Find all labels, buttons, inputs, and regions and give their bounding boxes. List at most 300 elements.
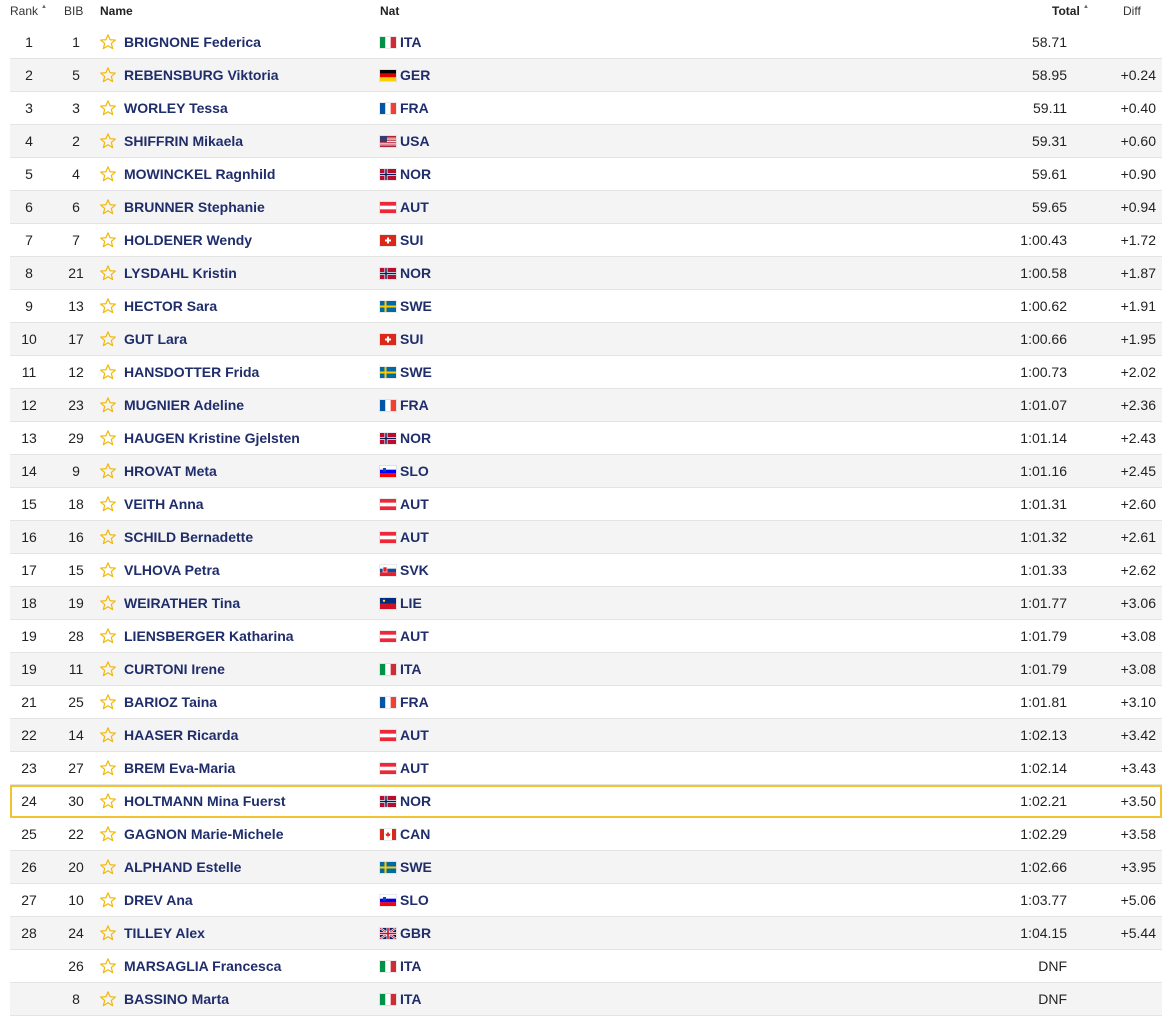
favorite-star-icon[interactable] xyxy=(98,356,118,388)
athlete-name-link[interactable]: CURTONI Irene xyxy=(124,661,225,677)
results-table xyxy=(10,0,1162,1016)
total-time-cell: 1:04.15 xyxy=(1020,925,1067,941)
nation-cell xyxy=(380,356,432,388)
col-nat-header[interactable]: Nat xyxy=(380,4,400,18)
nation-cell xyxy=(380,290,432,322)
favorite-star-icon[interactable] xyxy=(98,785,118,817)
flag-icon xyxy=(380,598,396,609)
diff-cell: +1.87 xyxy=(1120,265,1156,281)
athlete-name-link[interactable]: BREM Eva-Maria xyxy=(124,760,236,776)
total-time-cell: 59.65 xyxy=(1031,199,1067,215)
table-row[interactable] xyxy=(10,92,1162,125)
flag-icon xyxy=(380,103,396,114)
bib-cell: 15 xyxy=(68,562,84,578)
bib-cell: 26 xyxy=(68,958,84,974)
rank-cell: 27 xyxy=(21,892,37,908)
favorite-star-icon[interactable] xyxy=(98,455,118,487)
table-row[interactable] xyxy=(10,224,1162,257)
rank-cell: 21 xyxy=(21,694,37,710)
bib-cell: 4 xyxy=(72,166,80,182)
table-row[interactable] xyxy=(10,356,1162,389)
favorite-star-icon[interactable] xyxy=(98,92,118,124)
table-row[interactable] xyxy=(10,851,1162,884)
table-row[interactable] xyxy=(10,26,1162,59)
flag-icon xyxy=(380,631,396,642)
total-time-cell: DNF xyxy=(1038,958,1067,974)
nation-code: SWE xyxy=(400,364,432,380)
table-row[interactable] xyxy=(10,818,1162,851)
table-row[interactable] xyxy=(10,389,1162,422)
diff-cell: +2.62 xyxy=(1120,562,1156,578)
athlete-name-link[interactable]: BARIOZ Taina xyxy=(124,694,218,710)
athlete-name-link[interactable]: DREV Ana xyxy=(124,892,193,908)
bib-cell: 18 xyxy=(68,496,84,512)
athlete-name-link[interactable]: GUT Lara xyxy=(124,331,188,347)
rank-cell: 1 xyxy=(25,34,33,50)
flag-icon xyxy=(380,763,396,774)
bib-cell: 17 xyxy=(68,331,84,347)
nation-code: AUT xyxy=(400,199,429,215)
nation-code: SUI xyxy=(400,331,424,347)
diff-cell: +2.43 xyxy=(1120,430,1156,446)
athlete-name-link[interactable]: BASSINO Marta xyxy=(124,991,230,1007)
nation-code: ITA xyxy=(400,661,422,677)
col-diff-header[interactable]: Diff xyxy=(1123,4,1141,18)
total-time-cell: 1:01.79 xyxy=(1020,628,1067,644)
nation-cell xyxy=(380,950,422,982)
athlete-name-link[interactable]: HROVAT Meta xyxy=(124,463,217,479)
nation-cell xyxy=(380,257,431,289)
rank-cell: 9 xyxy=(25,298,33,314)
favorite-star-icon[interactable] xyxy=(98,422,118,454)
flag-icon xyxy=(380,895,396,906)
col-total-header[interactable]: Total xyxy=(1052,4,1080,18)
bib-cell: 6 xyxy=(72,199,80,215)
flag-icon xyxy=(380,532,396,543)
bib-cell: 5 xyxy=(72,67,80,83)
total-time-cell: 1:00.43 xyxy=(1020,232,1067,248)
diff-cell: +3.08 xyxy=(1120,628,1156,644)
bib-cell: 10 xyxy=(68,892,84,908)
flag-icon xyxy=(380,433,396,444)
total-time-cell: 59.31 xyxy=(1031,133,1067,149)
table-row[interactable] xyxy=(10,917,1162,950)
nation-code: AUT xyxy=(400,727,429,743)
bib-cell: 16 xyxy=(68,529,84,545)
bib-cell: 3 xyxy=(72,100,80,116)
col-rank-header[interactable]: Rank xyxy=(10,4,39,18)
table-row[interactable] xyxy=(10,521,1162,554)
total-time-cell: 1:01.07 xyxy=(1020,397,1067,413)
nation-code: AUT xyxy=(400,496,429,512)
favorite-star-icon[interactable] xyxy=(98,719,118,751)
table-row[interactable] xyxy=(10,257,1162,290)
flag-icon xyxy=(380,862,396,873)
total-time-cell: 1:01.14 xyxy=(1020,430,1067,446)
athlete-name-link[interactable]: BRUNNER Stephanie xyxy=(124,199,265,215)
athlete-name-link[interactable]: VLHOVA Petra xyxy=(124,562,220,578)
diff-cell: +5.06 xyxy=(1120,892,1156,908)
rank-cell xyxy=(10,950,48,982)
table-row[interactable] xyxy=(10,785,1162,818)
table-row[interactable] xyxy=(10,191,1162,224)
nation-code: USA xyxy=(400,133,430,149)
sort-total-icon: ▲ xyxy=(1083,4,1089,10)
table-row[interactable] xyxy=(10,125,1162,158)
bib-cell: 21 xyxy=(68,265,84,281)
favorite-star-icon[interactable] xyxy=(98,389,118,421)
nation-code: ITA xyxy=(400,991,422,1007)
rank-cell: 5 xyxy=(25,166,33,182)
flag-icon xyxy=(380,136,396,147)
nation-cell xyxy=(380,884,429,916)
athlete-name-link[interactable]: MARSAGLIA Francesca xyxy=(124,958,282,974)
bib-cell: 13 xyxy=(68,298,84,314)
athlete-name-link[interactable]: ALPHAND Estelle xyxy=(124,859,242,875)
nation-cell xyxy=(380,752,429,784)
table-row[interactable] xyxy=(10,884,1162,917)
nation-cell xyxy=(380,389,429,421)
diff-cell: +0.60 xyxy=(1120,133,1156,149)
nation-code: ITA xyxy=(400,958,422,974)
athlete-name-link[interactable]: WORLEY Tessa xyxy=(124,100,228,116)
nation-cell xyxy=(380,686,429,718)
table-row[interactable] xyxy=(10,620,1162,653)
nation-code: GER xyxy=(400,67,431,83)
rank-cell: 12 xyxy=(21,397,37,413)
favorite-star-icon[interactable] xyxy=(98,686,118,718)
athlete-name-link[interactable]: HAASER Ricarda xyxy=(124,727,239,743)
nation-cell xyxy=(380,521,429,553)
nation-cell xyxy=(380,323,423,355)
nation-cell xyxy=(380,587,422,619)
favorite-star-icon[interactable] xyxy=(98,191,118,223)
nation-code: SWE xyxy=(400,298,432,314)
total-time-cell: 1:02.13 xyxy=(1020,727,1067,743)
diff-cell: +0.40 xyxy=(1120,100,1156,116)
athlete-name-link[interactable]: HECTOR Sara xyxy=(124,298,218,314)
nation-cell xyxy=(380,983,422,1015)
diff-cell: +3.43 xyxy=(1120,760,1156,776)
table-row[interactable] xyxy=(10,488,1162,521)
table-row[interactable] xyxy=(10,653,1162,686)
favorite-star-icon[interactable] xyxy=(98,620,118,652)
bib-cell: 23 xyxy=(68,397,84,413)
flag-icon xyxy=(380,994,396,1005)
favorite-star-icon[interactable] xyxy=(98,257,118,289)
nation-code: FRA xyxy=(400,100,429,116)
rank-cell: 4 xyxy=(25,133,33,149)
flag-icon xyxy=(380,961,396,972)
rank-cell: 19 xyxy=(21,661,37,677)
athlete-name-link[interactable]: LYSDAHL Kristin xyxy=(124,265,237,281)
nation-cell xyxy=(380,26,422,58)
flag-icon xyxy=(380,928,396,939)
table-row[interactable] xyxy=(10,554,1162,587)
total-time-cell: DNF xyxy=(1038,991,1067,1007)
bib-cell: 2 xyxy=(72,133,80,149)
table-row[interactable] xyxy=(10,752,1162,785)
bib-cell: 7 xyxy=(72,232,80,248)
nation-code: SVK xyxy=(400,562,429,578)
diff-cell: +2.61 xyxy=(1120,529,1156,545)
bib-cell: 14 xyxy=(68,727,84,743)
athlete-name-link[interactable]: HOLTMANN Mina Fuerst xyxy=(124,793,286,809)
rank-cell: 15 xyxy=(21,496,37,512)
diff-cell: +3.08 xyxy=(1120,661,1156,677)
favorite-star-icon[interactable] xyxy=(98,521,118,553)
total-time-cell: 1:01.16 xyxy=(1020,463,1067,479)
flag-icon xyxy=(380,235,396,246)
table-row[interactable] xyxy=(10,422,1162,455)
table-row[interactable] xyxy=(10,950,1162,983)
nation-code: AUT xyxy=(400,628,429,644)
nation-cell xyxy=(380,488,429,520)
diff-cell: +1.91 xyxy=(1120,298,1156,314)
athlete-name-link[interactable]: TILLEY Alex xyxy=(124,925,205,941)
rank-cell: 16 xyxy=(21,529,37,545)
total-time-cell: 1:01.77 xyxy=(1020,595,1067,611)
rank-cell xyxy=(10,983,48,1015)
total-time-cell: 1:00.62 xyxy=(1020,298,1067,314)
total-time-cell: 1:00.73 xyxy=(1020,364,1067,380)
bib-cell: 22 xyxy=(68,826,84,842)
bib-cell: 8 xyxy=(72,991,80,1007)
nation-code: SLO xyxy=(400,892,429,908)
nation-code: NOR xyxy=(400,265,432,281)
rank-cell: 7 xyxy=(25,232,33,248)
total-time-cell: 1:02.66 xyxy=(1020,859,1067,875)
rank-cell: 19 xyxy=(21,628,37,644)
bib-cell: 30 xyxy=(68,793,84,809)
bib-cell: 24 xyxy=(68,925,84,941)
rank-cell: 28 xyxy=(21,925,37,941)
athlete-name-link[interactable]: WEIRATHER Tina xyxy=(124,595,241,611)
nation-code: SUI xyxy=(400,232,424,248)
nation-cell xyxy=(380,785,431,817)
nation-cell xyxy=(380,554,429,586)
flag-icon xyxy=(380,400,396,411)
diff-cell: +2.36 xyxy=(1120,397,1156,413)
flag-icon xyxy=(380,796,396,807)
flag-icon xyxy=(380,268,396,279)
nation-cell xyxy=(380,224,423,256)
diff-cell: +0.94 xyxy=(1120,199,1156,215)
nation-cell xyxy=(380,92,429,124)
nation-code: NOR xyxy=(400,166,432,182)
diff-cell: +1.95 xyxy=(1120,331,1156,347)
nation-code: SWE xyxy=(400,859,432,875)
table-row[interactable] xyxy=(10,686,1162,719)
rank-cell: 6 xyxy=(25,199,33,215)
favorite-star-icon[interactable] xyxy=(98,950,118,982)
athlete-name-link[interactable]: SCHILD Bernadette xyxy=(124,529,254,545)
favorite-star-icon[interactable] xyxy=(98,158,118,190)
athlete-name-link[interactable]: SHIFFRIN Mikaela xyxy=(124,133,244,149)
athlete-name-link[interactable]: MUGNIER Adeline xyxy=(124,397,245,413)
nation-cell xyxy=(380,719,429,751)
flag-icon xyxy=(380,334,396,345)
bib-cell: 1 xyxy=(72,34,80,50)
favorite-star-icon[interactable] xyxy=(98,917,118,949)
nation-code: ITA xyxy=(400,34,422,50)
athlete-name-link[interactable]: VEITH Anna xyxy=(124,496,204,512)
flag-icon xyxy=(380,202,396,213)
table-row[interactable] xyxy=(10,290,1162,323)
favorite-star-icon[interactable] xyxy=(98,818,118,850)
nation-code: CAN xyxy=(400,826,431,842)
table-row[interactable] xyxy=(10,158,1162,191)
nation-cell xyxy=(380,620,429,652)
rank-cell: 8 xyxy=(25,265,33,281)
rank-cell: 26 xyxy=(21,859,37,875)
flag-icon xyxy=(380,70,396,81)
athlete-name-link[interactable]: REBENSBURG Viktoria xyxy=(124,67,279,83)
total-time-cell: 58.71 xyxy=(1031,34,1067,50)
flag-icon xyxy=(380,730,396,741)
flag-icon xyxy=(380,664,396,675)
total-time-cell: 1:01.79 xyxy=(1020,661,1067,677)
favorite-star-icon[interactable] xyxy=(98,752,118,784)
total-time-cell: 58.95 xyxy=(1031,67,1067,83)
nation-code: FRA xyxy=(400,397,429,413)
bib-cell: 20 xyxy=(68,859,84,875)
total-time-cell: 59.11 xyxy=(1033,100,1067,116)
rank-cell: 24 xyxy=(21,793,37,809)
diff-cell: +3.42 xyxy=(1120,727,1156,743)
favorite-star-icon[interactable] xyxy=(98,125,118,157)
table-row[interactable] xyxy=(10,455,1162,488)
diff-cell: +1.72 xyxy=(1120,232,1156,248)
diff-cell: +3.50 xyxy=(1120,793,1156,809)
rank-cell: 23 xyxy=(21,760,37,776)
rank-cell: 2 xyxy=(25,67,33,83)
diff-cell: +2.02 xyxy=(1120,364,1156,380)
bib-cell: 12 xyxy=(68,364,84,380)
favorite-star-icon[interactable] xyxy=(98,224,118,256)
diff-cell: +3.58 xyxy=(1120,826,1156,842)
athlete-name-link[interactable]: GAGNON Marie-Michele xyxy=(124,826,284,842)
total-time-cell: 1:00.66 xyxy=(1020,331,1067,347)
bib-cell: 19 xyxy=(68,595,84,611)
diff-cell: +2.45 xyxy=(1120,463,1156,479)
diff-cell: +3.95 xyxy=(1120,859,1156,875)
bib-cell: 28 xyxy=(68,628,84,644)
total-time-cell: 1:02.29 xyxy=(1020,826,1067,842)
favorite-star-icon[interactable] xyxy=(98,290,118,322)
rank-cell: 3 xyxy=(25,100,33,116)
athlete-name-link[interactable]: HANSDOTTER Frida xyxy=(124,364,260,380)
favorite-star-icon[interactable] xyxy=(98,884,118,916)
diff-cell: +3.06 xyxy=(1120,595,1156,611)
col-bib-header[interactable]: BIB xyxy=(64,4,84,18)
bib-cell: 25 xyxy=(68,694,84,710)
table-body xyxy=(10,26,1162,1016)
nation-cell xyxy=(380,917,431,949)
table-row[interactable] xyxy=(10,719,1162,752)
bib-cell: 27 xyxy=(68,760,84,776)
nation-cell xyxy=(380,158,431,190)
favorite-star-icon[interactable] xyxy=(98,323,118,355)
table-row[interactable] xyxy=(10,59,1162,92)
nation-code: FRA xyxy=(400,694,429,710)
athlete-name-link[interactable]: HAUGEN Kristine Gjelsten xyxy=(124,430,300,446)
bib-cell: 9 xyxy=(72,463,80,479)
flag-icon xyxy=(380,367,396,378)
flag-icon xyxy=(380,169,396,180)
favorite-star-icon[interactable] xyxy=(98,554,118,586)
favorite-star-icon[interactable] xyxy=(98,26,118,58)
diff-cell xyxy=(1076,26,1162,58)
total-time-cell: 1:03.77 xyxy=(1020,892,1067,908)
nation-cell xyxy=(380,422,431,454)
diff-cell xyxy=(1076,983,1162,1015)
nation-cell xyxy=(380,455,429,487)
favorite-star-icon[interactable] xyxy=(98,983,118,1015)
favorite-star-icon[interactable] xyxy=(98,653,118,685)
nation-code: AUT xyxy=(400,529,429,545)
favorite-star-icon[interactable] xyxy=(98,851,118,883)
nation-code: LIE xyxy=(400,595,422,611)
favorite-star-icon[interactable] xyxy=(98,587,118,619)
nation-cell xyxy=(380,191,429,223)
table-row[interactable] xyxy=(10,983,1162,1016)
diff-cell: +0.24 xyxy=(1120,67,1156,83)
total-time-cell: 1:00.58 xyxy=(1020,265,1067,281)
flag-icon xyxy=(380,499,396,510)
rank-cell: 17 xyxy=(21,562,37,578)
bib-cell: 11 xyxy=(68,661,84,677)
flag-icon xyxy=(380,565,396,576)
total-time-cell: 1:01.32 xyxy=(1020,529,1067,545)
total-time-cell: 1:01.31 xyxy=(1020,496,1067,512)
diff-cell: +0.90 xyxy=(1120,166,1156,182)
nation-code: NOR xyxy=(400,793,432,809)
rank-cell: 14 xyxy=(21,463,37,479)
rank-cell: 25 xyxy=(21,826,37,842)
rank-cell: 22 xyxy=(21,727,37,743)
nation-cell xyxy=(380,851,432,883)
athlete-name-link[interactable]: HOLDENER Wendy xyxy=(124,232,253,248)
nation-cell xyxy=(380,125,430,157)
total-time-cell: 1:01.33 xyxy=(1020,562,1067,578)
athlete-name-link[interactable]: MOWINCKEL Ragnhild xyxy=(124,166,276,182)
bib-cell: 29 xyxy=(68,430,84,446)
athlete-name-link[interactable]: LIENSBERGER Katharina xyxy=(124,628,294,644)
rank-cell: 13 xyxy=(21,430,37,446)
total-time-cell: 1:01.81 xyxy=(1020,694,1067,710)
flag-icon xyxy=(380,829,396,840)
total-time-cell: 1:02.14 xyxy=(1020,760,1067,776)
flag-icon xyxy=(380,697,396,708)
favorite-star-icon[interactable] xyxy=(98,59,118,91)
nation-code: SLO xyxy=(400,463,429,479)
athlete-name-link[interactable]: BRIGNONE Federica xyxy=(124,34,261,50)
nation-cell xyxy=(380,59,430,91)
table-row[interactable] xyxy=(10,323,1162,356)
rank-cell: 10 xyxy=(21,331,37,347)
total-time-cell: 1:02.21 xyxy=(1020,793,1067,809)
nation-cell xyxy=(380,653,422,685)
favorite-star-icon[interactable] xyxy=(98,488,118,520)
flag-icon xyxy=(380,466,396,477)
nation-cell xyxy=(380,818,430,850)
diff-cell: +2.60 xyxy=(1120,496,1156,512)
nation-code: GBR xyxy=(400,925,432,941)
table-row[interactable] xyxy=(10,587,1162,620)
col-name-header[interactable]: Name xyxy=(100,4,133,18)
table-header xyxy=(10,0,1162,26)
